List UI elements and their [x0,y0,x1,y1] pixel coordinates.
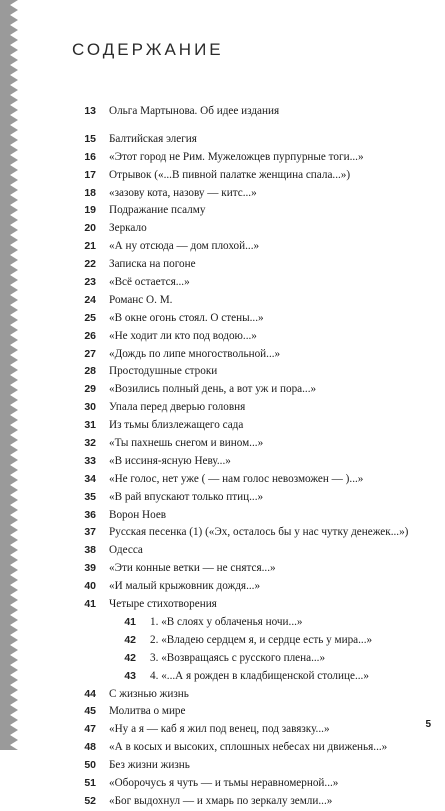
toc-title: «Оборочусь я чуть — и тьмы неравномерной...» [109,776,339,789]
toc-title: Четыре стихотворения [109,598,217,611]
toc-page-number: 26 [84,329,96,342]
toc-page-number: 51 [84,776,96,789]
toc-sub-entry [0,614,445,632]
toc-page-number: 18 [84,186,96,199]
toc-page-number: 21 [84,240,96,253]
toc-page-number: 52 [84,794,96,807]
toc-entry [0,542,445,560]
toc-page-number: 27 [84,347,96,360]
toc-title: «Возились полный день, а вот уж и пора...» [109,383,317,396]
toc-entry [0,238,445,256]
toc-title: Отрывок («...В пивной палатке женщина спала...») [109,168,351,181]
toc-entry [0,274,445,292]
toc-title: «И малый крыжовник дождя...» [109,580,261,593]
table-of-contents [0,103,445,811]
toc-page-number: 24 [84,293,96,306]
toc-page-number: 29 [84,383,96,396]
toc-entry [0,775,445,793]
toc-entry [0,471,445,489]
toc-page-number: 47 [84,723,96,736]
toc-page-number: 36 [84,508,96,521]
toc-entry [0,507,445,525]
toc-entry [0,417,445,435]
toc-entry [0,721,445,739]
toc-entry [0,220,445,238]
toc-page-number: 30 [84,401,96,414]
toc-title: Молитва о мире [109,705,186,718]
toc-page-number: 34 [84,472,96,485]
toc-entry [0,149,445,167]
toc-page-number: 40 [84,580,96,593]
toc-title: «Бог выдохнул — и хмарь по зеркалу земли...» [109,794,333,807]
toc-page-number: 31 [84,419,96,432]
toc-page-number: 45 [84,705,96,718]
toc-page-number: 42 [124,633,136,646]
toc-title: «Эти конные ветки — не снятся...» [109,562,276,575]
toc-sub-entry [0,668,445,686]
toc-entry [0,310,445,328]
toc-entry [0,399,445,417]
toc-title: 1. «В слоях у облаченья ночи...» [150,615,303,628]
toc-entry [0,793,445,811]
toc-page-number: 19 [84,204,96,217]
toc-title: Упала перед дверью головня [109,401,246,414]
toc-title: Русская песенка (1) («Эх, осталось бы у нас чутку денежек...») [109,526,409,539]
toc-title: Романс О. М. [109,293,173,306]
toc-entry [0,578,445,596]
toc-page-number: 25 [84,311,96,324]
toc-page-number: 41 [84,598,96,611]
toc-entry [0,596,445,614]
toc-page-number: 28 [84,365,96,378]
toc-page-number: 38 [84,544,96,557]
toc-title: 4. «...А я рожден в кладбищенской столице...» [150,669,369,682]
toc-title: Подражание псалму [109,204,206,217]
toc-title: Без жизни жизнь [109,759,190,772]
toc-title: «А в косых и высоких, сплошных небесах ни движенья...» [109,741,388,754]
toc-entry [0,757,445,775]
toc-entry [0,381,445,399]
toc-entry [0,292,445,310]
toc-title: Из тьмы близлежащего сада [109,419,244,432]
toc-title: «Не голос, нет уже ( — нам голос невозможен — )...» [109,472,364,485]
toc-page-number: 32 [84,437,96,450]
toc-title: Ворон Ноев [109,508,167,521]
toc-entry [0,435,445,453]
toc-title: Балтийская элегия [109,132,197,145]
toc-entry [0,739,445,757]
toc-title: Одесса [109,544,143,557]
toc-page-number: 13 [84,105,96,117]
toc-title: С жизнью жизнь [109,687,189,700]
toc-entry [0,489,445,507]
toc-title: Ольга Мартынова. Об идее издания [109,105,280,117]
toc-entry [0,363,445,381]
toc-page-number: 42 [124,651,136,664]
toc-entry [0,328,445,346]
toc-page-number: 15 [84,132,96,145]
toc-title: «Всё остается...» [109,276,190,289]
toc-title: «В окне огонь стоял. О стены...» [109,311,264,324]
toc-title: «В иссиня-ясную Неву...» [109,454,231,467]
toc-page-number: 17 [84,168,96,181]
toc-title: Зеркало [109,222,147,235]
toc-title: 2. «Владею сердцем я, и сердце есть у мира...» [150,633,373,646]
toc-entry [0,560,445,578]
toc-title: Простодушные строки [109,365,218,378]
toc-entry [0,686,445,704]
toc-entry [0,131,445,149]
toc-page-number: 16 [84,150,96,163]
toc-sub-entry [0,650,445,668]
toc-title: Записка на погоне [109,258,196,271]
page-number: 5 [425,719,431,730]
toc-entry [0,453,445,471]
toc-title: «зазову кота, назову — китс...» [109,186,257,199]
toc-entry [0,103,445,121]
toc-page-number: 50 [84,759,96,772]
toc-page-number: 44 [84,687,96,700]
toc-page-number: 48 [84,741,96,754]
toc-title: «Этот город не Рим. Мужеложцев пурпурные тоги...» [109,150,364,163]
toc-page-number: 33 [84,454,96,467]
toc-entry [0,256,445,274]
toc-title: «Дождь по липе многоствольной...» [109,347,281,360]
toc-page-number: 23 [84,276,96,289]
toc-title: «В рай впускают только птиц...» [109,490,264,503]
toc-page-number: 39 [84,562,96,575]
toc-title: «Ну а я — каб я жил под венец, под завязку...» [109,723,330,736]
toc-entry [0,185,445,203]
toc-page-number: 20 [84,222,96,235]
toc-title: «Ты пахнешь снегом и вином...» [109,437,264,450]
toc-entry [0,524,445,542]
toc-sub-entry [0,632,445,650]
toc-entry [0,703,445,721]
toc-entry [0,202,445,220]
toc-page-number: 37 [84,526,96,539]
toc-page-number: 22 [84,258,96,271]
toc-title: «Не ходит ли кто под водою...» [109,329,257,342]
toc-page-number: 35 [84,490,96,503]
toc-entry [0,167,445,185]
toc-page-number: 43 [124,669,136,682]
toc-entry [0,346,445,364]
toc-title: 3. «Возвращаясь с русского плена...» [150,651,326,664]
page-title: СОДЕРЖАНИЕ [72,40,224,59]
toc-title: «А ну отсюда — дом плохой...» [109,240,260,253]
toc-page-number: 41 [124,615,136,628]
